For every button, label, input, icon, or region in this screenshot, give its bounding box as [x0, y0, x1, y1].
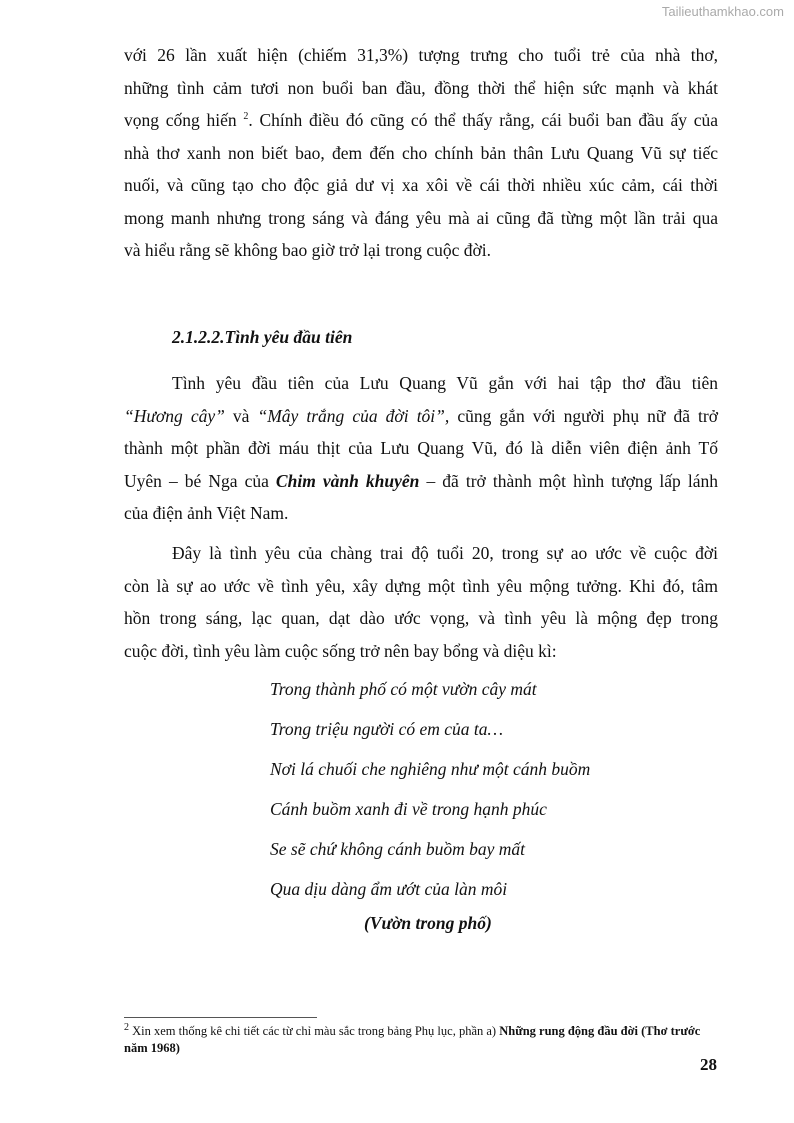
text-line: những tình cảm tươi non buổi ban đầu, đồng thời thể hiện sức mạnh và khát — [124, 77, 718, 98]
text: – đã trở thành một hình tượng lấp lánh — [419, 470, 718, 491]
paragraph-1 — [124, 39, 718, 267]
book-title: “Hương cây” — [124, 405, 225, 426]
text: và — [224, 405, 258, 426]
poem-line: Trong thành phố có một vườn cây mát — [270, 679, 537, 699]
poem-line: Trong triệu người có em của ta… — [270, 719, 504, 739]
text-line: cuộc đời, tình yêu làm cuộc sống trở nên bay bổng và diệu kì: — [124, 640, 557, 661]
poem-line: Cánh buồm xanh đi về trong hạnh phúc — [270, 799, 547, 819]
text-line: và hiểu rằng sẽ không bao giờ trở lại trong cuộc đời. — [124, 240, 491, 260]
text-line: của điện ảnh Việt Nam. — [124, 503, 289, 523]
footnote-mark: 2 — [124, 1021, 129, 1033]
book-title: “Mây trắng của đời tôi”, — [257, 405, 450, 426]
text-line: hồn trong sáng, lạc quan, dạt dào ước vọng, và tình yêu là mộng đẹp trong — [124, 608, 718, 628]
watermark: Tailieuthamkhao.com — [661, 4, 784, 19]
paragraph-3 — [124, 537, 718, 667]
footnote-text: Xin xem thống kê chi tiết các từ chỉ màu sắc trong bảng Phụ lục, phần a) — [129, 1024, 500, 1038]
poem-line: Nơi lá chuối che nghiêng như một cánh buồm — [270, 759, 591, 779]
text-line: thành một phần đời máu thịt của Lưu Quang Vũ, đó là diễn viên điện ảnh Tố — [124, 438, 718, 458]
film-title: Chim vành khuyên — [275, 470, 420, 491]
text-line — [124, 104, 718, 137]
footnote — [124, 1023, 724, 1057]
text: . Chính điều đó cũng có thể thấy rằng, cái buổi ban đầu ấy của — [248, 110, 718, 130]
text-line: mong manh nhưng trong sáng và đáng yêu mà ai cũng đã từng một lần trải qua — [124, 207, 718, 228]
text-line: Đây là tình yêu của chàng trai độ tuổi 20, trong sự ao ước về cuộc đời — [172, 543, 718, 563]
section-heading: 2.1.2.2.Tình yêu đầu tiên — [172, 327, 353, 347]
text-line: còn là sự ao ước về tình yêu, xây dựng một tình yêu mộng tưởng. Khi đó, tâm — [124, 575, 718, 596]
text-line: Tình yêu đầu tiên của Lưu Quang Vũ gắn với hai tập thơ đầu tiên — [172, 373, 718, 393]
poem-line: Qua dịu dàng ẩm ướt của làn môi — [270, 879, 508, 899]
text: vọng cống hiến — [124, 110, 237, 130]
text-line — [124, 465, 718, 498]
poem — [270, 669, 590, 909]
text: cũng gắn với người phụ nữ đã trở — [449, 405, 718, 426]
text-line — [124, 400, 718, 433]
footnote-bold-text: Những rung động đầu đời (Thơ trước năm 1968) — [124, 1024, 701, 1055]
text-line: nhà thơ xanh non biết bao, đem đến cho chính bản thân Lưu Quang Vũ sự tiếc — [124, 142, 718, 163]
text-line: nuối, và cũng tạo cho độc giả dư vị xa xôi về cái thời nhiều xúc cảm, cái thời — [124, 175, 718, 195]
poem-title: (Vườn trong phố) — [364, 913, 492, 933]
text-line: với 26 lần xuất hiện (chiếm 31,3%) tượng trưng cho tuổi trẻ của nhà thơ, — [124, 45, 718, 65]
poem-line: Se sẽ chứ không cánh buồm bay mất — [270, 839, 525, 859]
footnote-ref: 2 — [243, 111, 249, 123]
text: Uyên – bé Nga của — [124, 470, 276, 491]
paragraph-2 — [124, 367, 718, 530]
page-number: 28 — [700, 1055, 717, 1074]
footnote-divider — [124, 1017, 317, 1018]
